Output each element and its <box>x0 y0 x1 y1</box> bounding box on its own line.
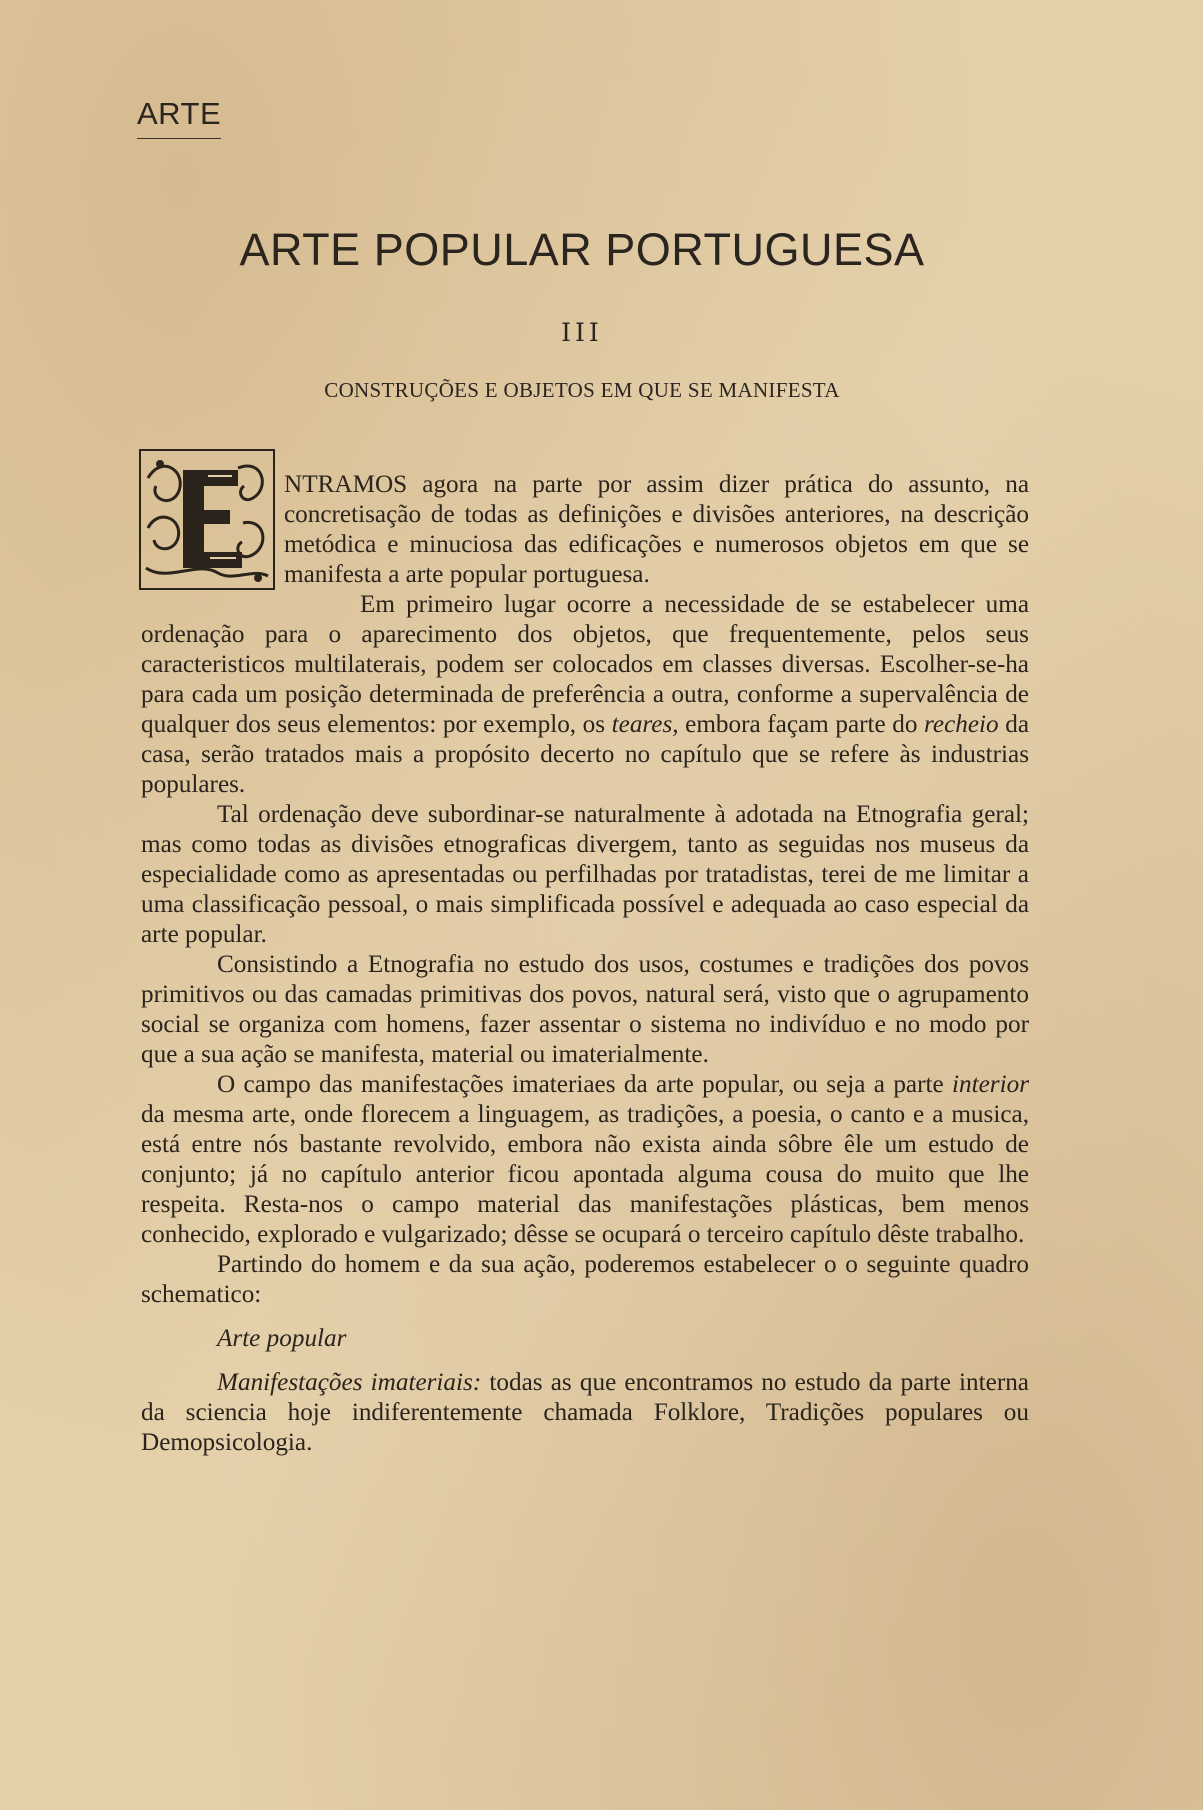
scheme-item-text: todas as que encontramos no estudo da parte interna da sciencia hoje indiferentemente chamada Folklore, Tradições populares ou Demopsicologia. <box>141 1369 1029 1456</box>
paragraph-2 <box>141 590 1029 800</box>
scheme-item <box>141 1368 1029 1458</box>
ornate-initial-e-icon <box>138 448 276 591</box>
paragraph-2-b: embora façam parte do <box>678 711 925 738</box>
paragraph-5 <box>141 1070 1029 1250</box>
paragraph-2-c: da casa, serão tratados mais a propósito decerto no capítulo que se refere às industrias populares. <box>141 711 1029 798</box>
paragraph-5-a: O campo das manifestações imateriaes da arte popular, ou seja a parte <box>217 1071 953 1098</box>
paragraph-2-a: Em primeiro lugar ocorre a necessidade de se estabelecer uma ordenação para o aparecimento dos objetos, que frequentemente, pelos seus caracteristicos multilaterais, podem ser colocados em classes diversas. Escolher-se-ha para cada um posição determinada de preferência a outra, conforme a supervalência de qualquer dos seus elementos: por exemplo, os <box>141 591 1029 738</box>
paragraph-2-emphasis-2: recheio <box>924 711 999 738</box>
article-subtitle: CONSTRUÇÕES E OBJETOS EM QUE SE MANIFESTA <box>324 378 840 402</box>
section-header: ARTE <box>137 95 221 139</box>
paragraph-6: Partindo do homem e da sua ação, poderemos estabelecer o o seguinte quadro schematico: <box>141 1251 1029 1308</box>
scheme-heading-text: Arte popular <box>217 1325 347 1352</box>
paragraph-2-emphasis-1: teares, <box>611 711 679 738</box>
paragraph-3: Tal ordenação deve subordinar-se naturalmente à adotada na Etnografia geral; mas como todas as divisões etnograficas divergem, tanto as seguidas nos museus da especialidade como as apresentadas ou perfilhadas por tratadistas, terei de me limitar a uma classificação pessoal, o mais simplificada possível e adequada ao caso especial da arte popular. <box>141 801 1029 948</box>
scheme-item-label: Manifestações imateriais: <box>217 1369 482 1396</box>
article-body <box>141 470 1029 1458</box>
paragraph-5-emphasis: interior <box>952 1071 1029 1098</box>
part-number: III <box>561 318 603 347</box>
scheme-heading <box>141 1324 1029 1354</box>
paragraph-5-b: da mesma arte, onde florecem a linguagem, as tradições, a poesia, o canto e a musica, está entre nós bastante revolvido, embora não exista ainda sôbre êle um estudo de conjunto; já no capítulo anterior ficou apontada alguma cousa do muito que lhe respeita. Resta-nos o campo material das manifestações plásticas, bem menos conhecido, explorado e vulgarizado; dêsse se ocupará o terceiro capítulo dêste trabalho. <box>141 1101 1029 1248</box>
article-title: ARTE POPULAR PORTUGUESA <box>239 224 925 275</box>
paragraph-1-text: NTRAMOS agora na parte por assim dizer prática do assunto, na concretisação de todas as definições e divisões anteriores, na descrição metódica e minuciosa das edificações e numerosos objetos em que se manifesta a arte popular portuguesa. <box>284 471 1029 588</box>
paragraph-4: Consistindo a Etnografia no estudo dos usos, costumes e tradições dos povos primitivos ou das camadas primitivas dos povos, natural será, visto que o agrupamento social se organiza com homens, fazer assentar o sistema no indivíduo e no modo por que a sua ação se manifesta, material ou imaterialmente. <box>141 951 1029 1068</box>
paragraph-1 <box>141 470 1029 590</box>
